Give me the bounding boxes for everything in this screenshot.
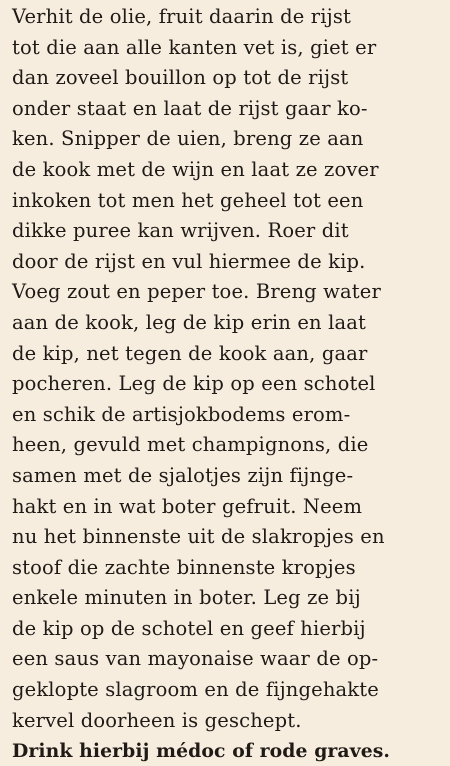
recipe-line: aan de kook, leg de kip erin en laat xyxy=(12,310,367,334)
recipe-line: nu het binnenste uit de slakropjes en xyxy=(12,525,385,549)
recipe-line: en schik de artisjokbodems erom- xyxy=(12,402,351,426)
recipe-line: pocheren. Leg de kip op een schotel xyxy=(12,372,376,396)
recipe-line: dikke puree kan wrijven. Roer dit xyxy=(12,219,349,243)
recipe-line: de kook met de wijn en laat ze zover xyxy=(12,157,379,181)
recipe-line: dan zoveel bouillon op tot de rijst xyxy=(12,66,349,90)
recipe-line: tot die aan alle kanten vet is, giet er xyxy=(12,35,377,59)
recipe-line: ken. Snipper de uien, breng ze aan xyxy=(12,127,364,151)
recipe-line: inkoken tot men het geheel tot een xyxy=(12,188,364,212)
recipe-line: enkele minuten in boter. Leg ze bij xyxy=(12,586,361,610)
recipe-line: stoof die zachte binnenste kropjes xyxy=(12,555,356,579)
recipe-line: samen met de sjalotjes zijn fijnge- xyxy=(12,463,354,487)
recipe-line: hakt en in wat boter gefruit. Neem xyxy=(12,494,363,518)
recipe-line: geklopte slagroom en de fijngehakte xyxy=(12,678,379,702)
recipe-line: kervel doorheen is geschept. xyxy=(12,708,302,732)
recipe-line: een saus van mayonaise waar de op- xyxy=(12,647,379,671)
recipe-line: de kip op de schotel en geef hierbij xyxy=(12,616,366,640)
recipe-line: de kip, net tegen de kook aan, gaar xyxy=(12,341,368,365)
recipe-line: onder staat en laat de rijst gaar ko- xyxy=(12,96,368,120)
recipe-line: Voeg zout en peper toe. Breng water xyxy=(12,280,381,304)
wine-suggestion: Drink hierbij médoc of rode graves. xyxy=(12,740,391,763)
recipe-line: heen, gevuld met champignons, die xyxy=(12,433,369,457)
recipe-line: Verhit de olie, fruit daarin de rijst xyxy=(12,5,351,28)
recipe-body xyxy=(12,2,450,736)
recipe-line: door de rijst en vul hiermee de kip. xyxy=(12,249,366,273)
